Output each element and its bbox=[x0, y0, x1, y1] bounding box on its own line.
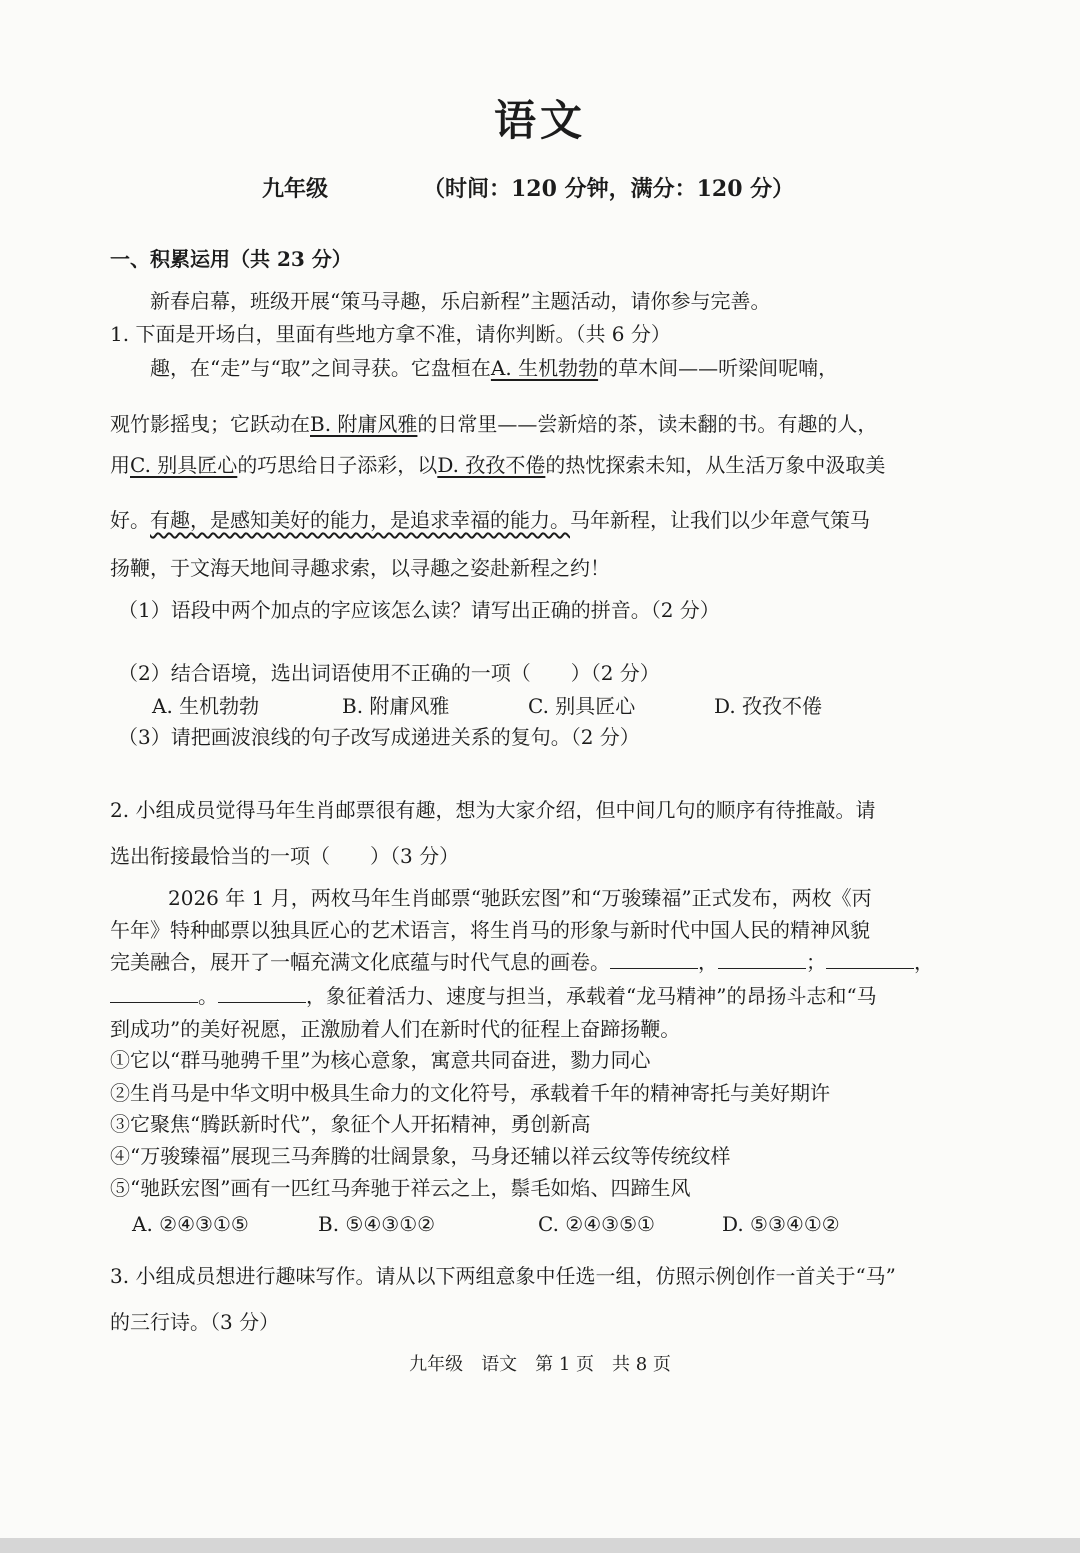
q2-item-1: ①它以“群马驰骋千里”为核心意象，寓意共同奋进，勠力同心 bbox=[110, 1048, 651, 1072]
section-heading: 一、积累运用（共 23 分） bbox=[110, 247, 352, 271]
q1-sub2: （2）结合语境，选出词语使用不正确的一项（ ）（2 分） bbox=[118, 661, 660, 685]
q2-passage-line1: 2026 年 1 月，两枚马年生肖邮票“驰跃宏图”和“万骏臻福”正式发布，两枚《丙 bbox=[168, 886, 872, 910]
q2-option-d: D. ⑤③④①② bbox=[722, 1212, 840, 1236]
q2-passage-line3: 完美融合，展开了一幅充满文化底蕴与时代气息的画卷。 ， ； ， bbox=[110, 950, 934, 974]
q1-sub3: （3）请把画波浪线的句子改写成递进关系的复句。（2 分） bbox=[118, 725, 640, 749]
q2-item-3: ③它聚焦“腾跃新时代”，象征个人开拓精神，勇创新高 bbox=[110, 1112, 591, 1136]
q2-stem-line1: 2. 小组成员觉得马年生肖邮票很有趣，想为大家介绍，但中间几句的顺序有待推敲。请 bbox=[110, 798, 876, 822]
blank-5 bbox=[218, 982, 306, 1003]
q2-item-4: ④“万骏臻福”展现三马奔腾的壮阔景象，马身还辅以祥云纹等传统纹样 bbox=[110, 1144, 731, 1168]
underlined-option-d: D. 孜孜不倦 bbox=[437, 453, 546, 477]
q2-passage-line5: 到成功”的美好祝愿，正激励着人们在新时代的征程上奋蹄扬鞭。 bbox=[110, 1017, 681, 1041]
q2-passage-line4: 。 ，象征着活力、速度与担当，承载着“龙马精神”的昂扬斗志和“马 bbox=[110, 980, 877, 1009]
page-footer: 九年级 语文 第 1 页 共 8 页 bbox=[409, 1354, 671, 1375]
q1-stem: 1. 下面是开场白，里面有些地方拿不准，请你判断。（共 6 分） bbox=[110, 322, 671, 346]
q2-option-c: C. ②④③⑤① bbox=[538, 1212, 655, 1236]
section-intro: 新春启幕，班级开展“策马寻趣，乐启新程”主题活动，请你参与完善。 bbox=[150, 289, 771, 313]
time-info: （时间：120 分钟，满分：120 分） bbox=[423, 176, 795, 202]
q2-stem-line2: 选出衔接最恰当的一项（ ）（3 分） bbox=[110, 844, 460, 868]
page-bottom-edge bbox=[0, 1538, 1080, 1553]
q1-passage-line3: 用C. 别具匠心的巧思给日子添彩，以D. 孜孜不倦的热忱探索未知，从生活万象中汲取美 bbox=[110, 453, 886, 477]
q2-passage-line2: 午年》特种邮票以独具匠心的艺术语言，将生肖马的形象与新时代中国人民的精神风貌 bbox=[110, 918, 870, 942]
q1-passage-line1: 趣，在“走”与“取”之间寻获。它盘桓在A. 生机勃勃的草木间——听梁间呢喃， bbox=[150, 356, 839, 380]
q1-option-b: B. 附庸风雅 bbox=[342, 694, 450, 718]
q1-passage-line5: 扬鞭，于文海天地间寻趣求索，以寻趣之姿赴新程之约！ bbox=[110, 556, 610, 580]
wavy-underlined-sentence: 有趣，是感知美好的能力，是追求幸福的能力。 bbox=[150, 508, 570, 532]
underlined-option-a: A. 生机勃勃 bbox=[490, 356, 599, 380]
q3-stem-line2: 的三行诗。（3 分） bbox=[110, 1310, 280, 1334]
q2-option-b: B. ⑤④③①② bbox=[318, 1212, 436, 1236]
blank-1 bbox=[610, 948, 698, 969]
q1-option-c: C. 别具匠心 bbox=[528, 694, 636, 718]
blank-4 bbox=[110, 982, 198, 1003]
grade-label: 九年级 bbox=[262, 176, 329, 202]
q1-sub1: （1）语段中两个加点的字应该怎么读？请写出正确的拼音。（2 分） bbox=[118, 598, 720, 622]
q2-item-2: ②生肖马是中华文明中极具生命力的文化符号，承载着千年的精神寄托与美好期许 bbox=[110, 1081, 830, 1105]
underlined-option-b: B. 附庸风雅 bbox=[310, 412, 418, 436]
blank-3 bbox=[826, 948, 914, 969]
blank-2 bbox=[718, 948, 806, 969]
q1-option-d: D. 孜孜不倦 bbox=[714, 694, 823, 718]
q1-option-a: A. 生机勃勃 bbox=[152, 694, 260, 718]
q3-stem-line1: 3. 小组成员想进行趣味写作。请从以下两组意象中任选一组，仿照示例创作一首关于“马” bbox=[110, 1264, 896, 1288]
q1-passage-line4: 好。有趣，是感知美好的能力，是追求幸福的能力。马年新程，让我们以少年意气策马 bbox=[110, 508, 870, 532]
q2-option-a: A. ②④③①⑤ bbox=[132, 1212, 249, 1236]
exam-title: 语文 bbox=[493, 96, 586, 145]
q2-item-5: ⑤“驰跃宏图”画有一匹红马奔驰于祥云之上，鬃毛如焰、四蹄生风 bbox=[110, 1176, 691, 1200]
q1-passage-line2: 观竹影摇曳；它跃动在B. 附庸风雅的日常里——尝新焙的茶，读未翻的书。有趣的人， bbox=[110, 412, 878, 436]
underlined-option-c: C. 别具匠心 bbox=[130, 453, 238, 477]
